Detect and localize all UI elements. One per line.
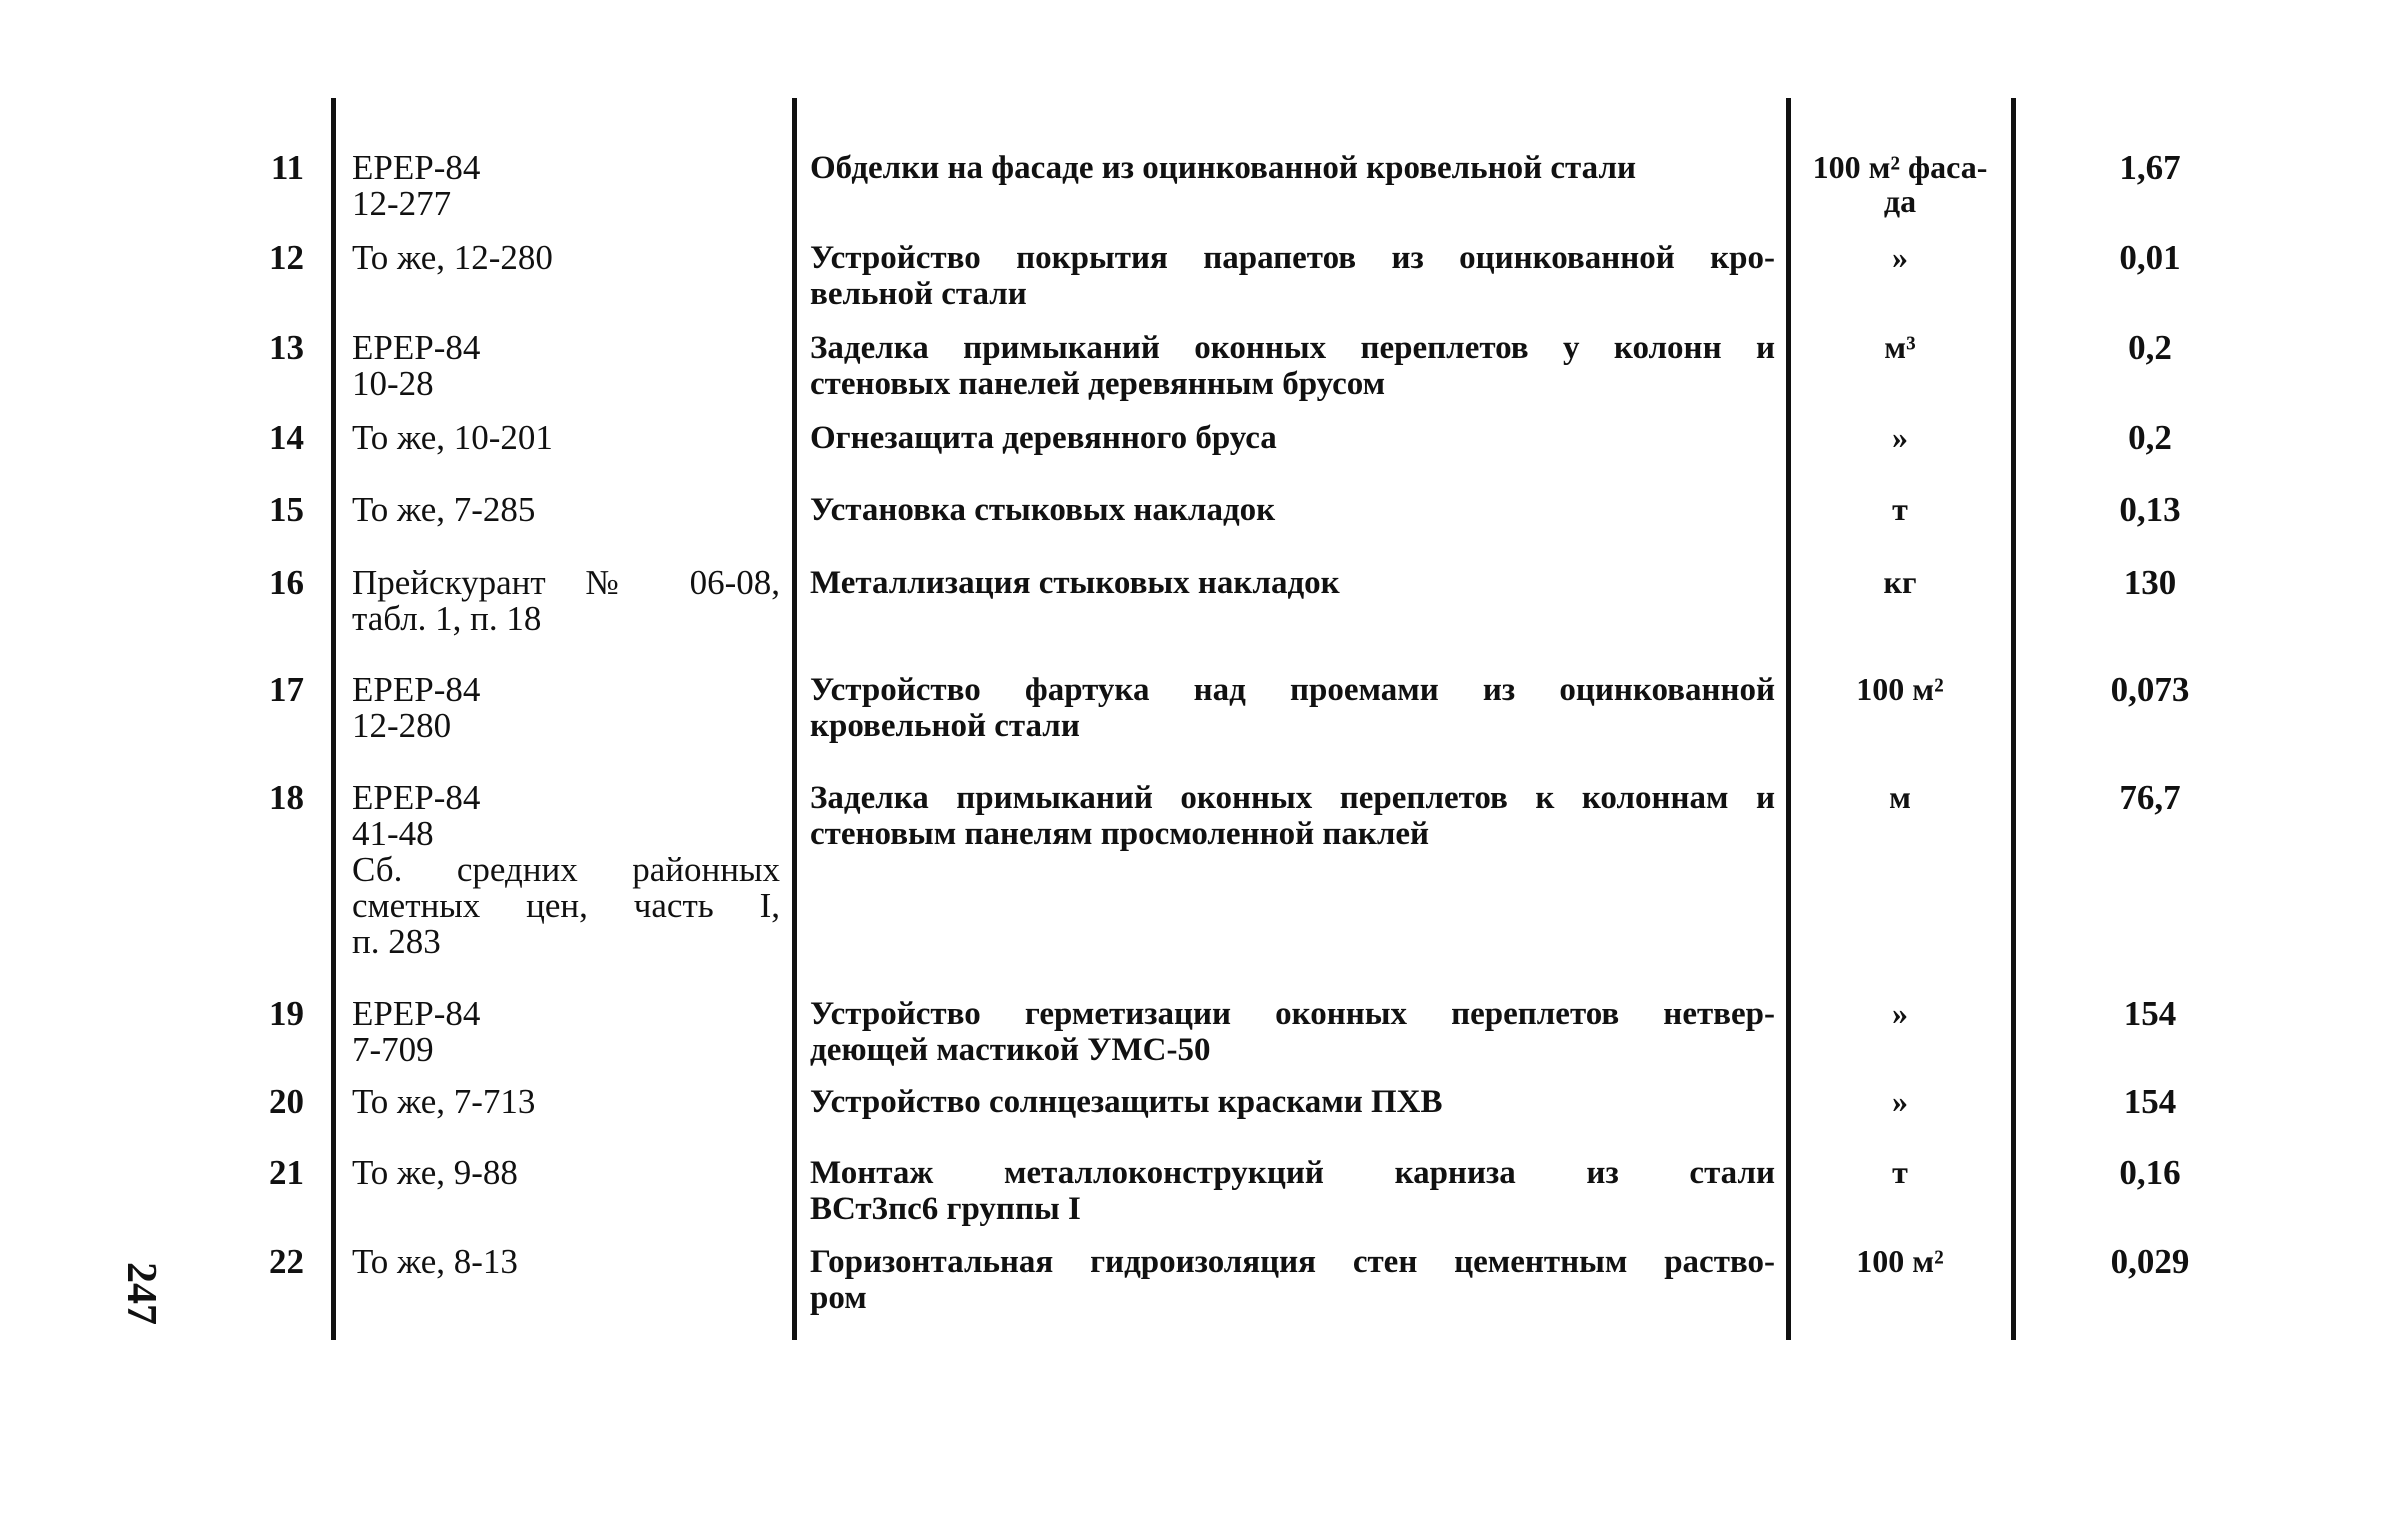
unit-line: 100 м² фаса- [1812, 149, 1988, 185]
description-line: Устройство герметизации оконных переплетов нетвер- [810, 996, 1775, 1032]
unit-line: т [1892, 1154, 1908, 1190]
description-cell [810, 780, 1775, 852]
reference-line: 10-28 [352, 364, 434, 403]
quantity-cell: 76,7 [2119, 778, 2181, 817]
reference-line: 41-48 [352, 814, 434, 853]
description-cell [810, 1084, 1775, 1120]
reference-line: ЕРЕР-84 [352, 778, 481, 817]
description-line: Горизонтальная гидроизоляция стен цементным раство- [810, 1244, 1775, 1280]
description-line: ВСт3пс6 группы I [810, 1191, 1081, 1227]
unit-line: » [1892, 995, 1908, 1031]
description-cell [810, 240, 1775, 312]
description-line: Металлизация стыковых накладок [810, 565, 1340, 601]
description-line: стеновых панелей деревянным брусом [810, 366, 1386, 402]
unit-cell [1790, 492, 2010, 526]
description-line: Устройство фартука над проемами из оцинкованной [810, 672, 1775, 708]
description-cell [810, 492, 1775, 528]
row-number: 22 [269, 1242, 304, 1281]
reference-line: То же, 10-201 [352, 418, 553, 457]
reference-cell [352, 996, 780, 1068]
reference-cell [352, 240, 780, 276]
row-number: 12 [269, 238, 304, 277]
reference-line: То же, 9-88 [352, 1153, 518, 1192]
row-number: 17 [269, 670, 304, 709]
reference-line: То же, 12-280 [352, 238, 553, 277]
unit-line: м³ [1884, 329, 1916, 365]
unit-cell [1790, 1244, 2010, 1278]
reference-line: сметных цен, часть I, [352, 886, 780, 925]
unit-line: » [1892, 1083, 1908, 1119]
description-line: вельной стали [810, 276, 1027, 312]
description-line: ром [810, 1280, 867, 1316]
reference-cell [352, 565, 780, 637]
unit-line: м [1889, 779, 1911, 815]
row-number: 14 [269, 418, 304, 457]
reference-cell [352, 150, 780, 222]
unit-cell [1790, 150, 2010, 218]
description-cell [810, 150, 1775, 186]
reference-line: 12-277 [352, 184, 452, 223]
unit-cell [1790, 240, 2010, 274]
unit-line: 100 м² [1856, 671, 1944, 707]
quantity-cell: 130 [2123, 563, 2177, 602]
column-rule-unit [2011, 98, 2016, 1340]
column-rule-left [331, 98, 336, 1340]
description-line: деющей мастикой УМС-50 [810, 1032, 1211, 1068]
unit-line: 100 м² [1856, 1243, 1944, 1279]
row-number: 13 [269, 328, 304, 367]
reference-cell [352, 492, 780, 528]
reference-cell [352, 1155, 780, 1191]
description-line: Обделки на фасаде из оцинкованной кровельной стали [810, 150, 1636, 186]
unit-line: т [1892, 491, 1908, 527]
reference-line: То же, 7-285 [352, 490, 536, 529]
unit-line: » [1892, 419, 1908, 455]
quantity-cell: 0,2 [2128, 328, 2172, 367]
quantity-cell: 0,073 [2110, 670, 2190, 709]
description-line: Заделка примыканий оконных переплетов к колоннам и [810, 780, 1775, 816]
reference-cell [352, 672, 780, 744]
quantity-cell: 0,16 [2119, 1153, 2181, 1192]
description-cell [810, 996, 1775, 1068]
reference-line: ЕРЕР-84 [352, 328, 481, 367]
unit-cell [1790, 672, 2010, 706]
row-number: 21 [269, 1153, 304, 1192]
reference-cell [352, 420, 780, 456]
reference-cell [352, 780, 780, 960]
reference-line: 12-280 [352, 706, 452, 745]
unit-cell [1790, 565, 2010, 599]
unit-cell [1790, 1084, 2010, 1118]
column-rule-desc [1786, 98, 1791, 1340]
quantity-cell: 0,13 [2119, 490, 2181, 529]
row-number: 20 [269, 1082, 304, 1121]
description-line: Устройство покрытия парапетов из оцинкованной кро- [810, 240, 1775, 276]
reference-cell [352, 1084, 780, 1120]
reference-cell [352, 1244, 780, 1280]
description-cell [810, 565, 1775, 601]
unit-cell [1790, 780, 2010, 814]
reference-line: То же, 7-713 [352, 1082, 536, 1121]
description-cell [810, 330, 1775, 402]
quantity-cell: 154 [2123, 1082, 2177, 1121]
reference-line: 7-709 [352, 1030, 434, 1069]
row-number: 18 [269, 778, 304, 817]
unit-cell [1790, 996, 2010, 1030]
reference-line: табл. 1, п. 18 [352, 599, 542, 638]
description-cell [810, 672, 1775, 744]
description-line: Огнезащита деревянного бруса [810, 420, 1277, 456]
unit-line: да [1883, 183, 1917, 219]
reference-line: Прейскурант № 06-08, [352, 563, 780, 602]
row-number: 11 [270, 148, 304, 187]
description-line: кровельной стали [810, 708, 1080, 744]
quantity-cell: 154 [2123, 994, 2177, 1033]
quantity-cell: 0,01 [2119, 238, 2181, 277]
description-line: стеновым панелям просмоленной паклей [810, 816, 1430, 852]
reference-line: ЕРЕР-84 [352, 670, 481, 709]
row-number: 15 [269, 490, 304, 529]
row-number: 19 [269, 994, 304, 1033]
reference-line: п. 283 [352, 922, 441, 961]
reference-line: Сб. средних районных [352, 850, 780, 889]
unit-cell [1790, 1155, 2010, 1189]
reference-cell [352, 330, 780, 402]
description-cell [810, 420, 1775, 456]
reference-line: То же, 8-13 [352, 1242, 518, 1281]
row-number: 16 [269, 563, 304, 602]
description-cell [810, 1244, 1775, 1316]
unit-line: кг [1883, 564, 1917, 600]
quantity-cell: 0,2 [2128, 418, 2172, 457]
description-line: Монтаж металлоконструкций карниза из стали [810, 1155, 1775, 1191]
page-number: 247 [118, 1262, 164, 1325]
unit-cell [1790, 330, 2010, 364]
quantity-cell: 1,67 [2119, 148, 2181, 187]
description-cell [810, 1155, 1775, 1227]
description-line: Заделка примыканий оконных переплетов у колонн и [810, 330, 1775, 366]
unit-line: » [1892, 239, 1908, 275]
description-line: Устройство солнцезащиты красками ПХВ [810, 1084, 1443, 1120]
description-line: Установка стыковых накладок [810, 492, 1276, 528]
column-rule-ref [792, 98, 797, 1340]
quantity-cell: 0,029 [2110, 1242, 2190, 1281]
unit-cell [1790, 420, 2010, 454]
reference-line: ЕРЕР-84 [352, 148, 481, 187]
reference-line: ЕРЕР-84 [352, 994, 481, 1033]
